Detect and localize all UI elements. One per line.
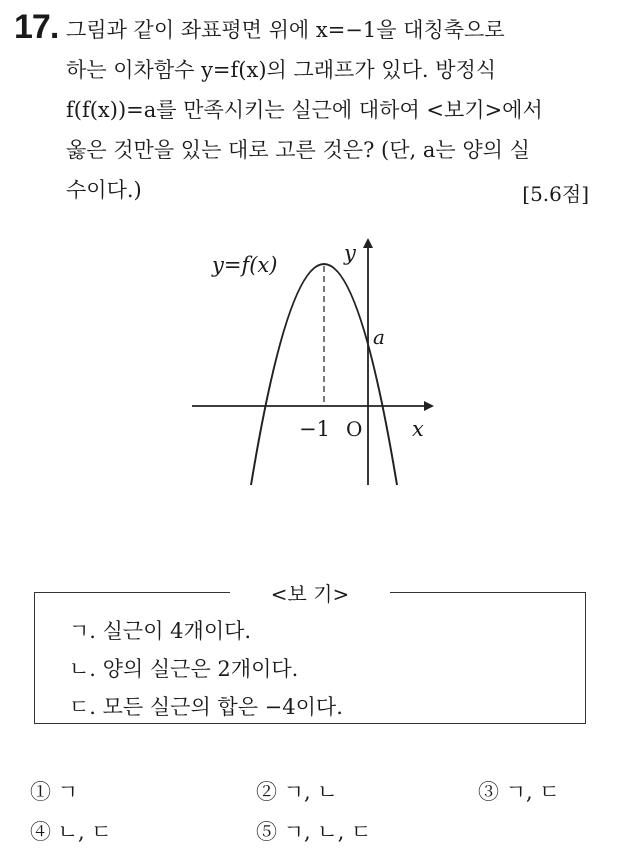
- y-axis-arrow: [363, 238, 373, 248]
- intercept-label: a: [373, 325, 385, 349]
- question-line-2: 하는 이차함수 y=f(x)의 그래프가 있다. 방정식: [66, 58, 497, 82]
- x-axis-label: x: [412, 417, 424, 441]
- question-number: 17.: [14, 8, 59, 46]
- choice-3[interactable]: ③ ㄱ, ㄷ: [478, 780, 560, 804]
- choice-4[interactable]: ④ ㄴ, ㄷ: [30, 820, 112, 844]
- x-axis-arrow: [424, 401, 434, 411]
- vertex-x-label: −1: [299, 417, 330, 441]
- question-line-1: 그림과 같이 좌표평면 위에 x=−1을 대칭축으로: [66, 18, 505, 42]
- question-line-5: 수이다.): [66, 178, 142, 202]
- parabola-graph: [180, 230, 450, 500]
- bogi-item-2: ㄴ. 양의 실근은 2개이다.: [69, 657, 299, 681]
- bogi-header: <보 기>: [230, 578, 390, 607]
- question-line-4: 옳은 것만을 있는 대로 고른 것은? (단, a는 양의 실: [66, 138, 530, 162]
- bogi-item-1: ㄱ. 실근이 4개이다.: [69, 619, 252, 643]
- choice-5[interactable]: ⑤ ㄱ, ㄴ, ㄷ: [256, 820, 372, 844]
- choice-1[interactable]: ① ㄱ: [30, 780, 78, 804]
- question-line-3: f(f(x))=a를 만족시키는 실근에 대하여 <보기>에서: [66, 98, 543, 122]
- origin-label: O: [346, 417, 363, 441]
- bogi-box: [34, 592, 586, 724]
- choice-2[interactable]: ② ㄱ, ㄴ: [256, 780, 338, 804]
- bogi-item-3: ㄷ. 모든 실근의 합은 −4이다.: [69, 695, 343, 719]
- curve-label: y=f(x): [212, 253, 278, 277]
- points-label: [5.6점]: [522, 182, 589, 206]
- y-axis-label: y: [344, 241, 356, 265]
